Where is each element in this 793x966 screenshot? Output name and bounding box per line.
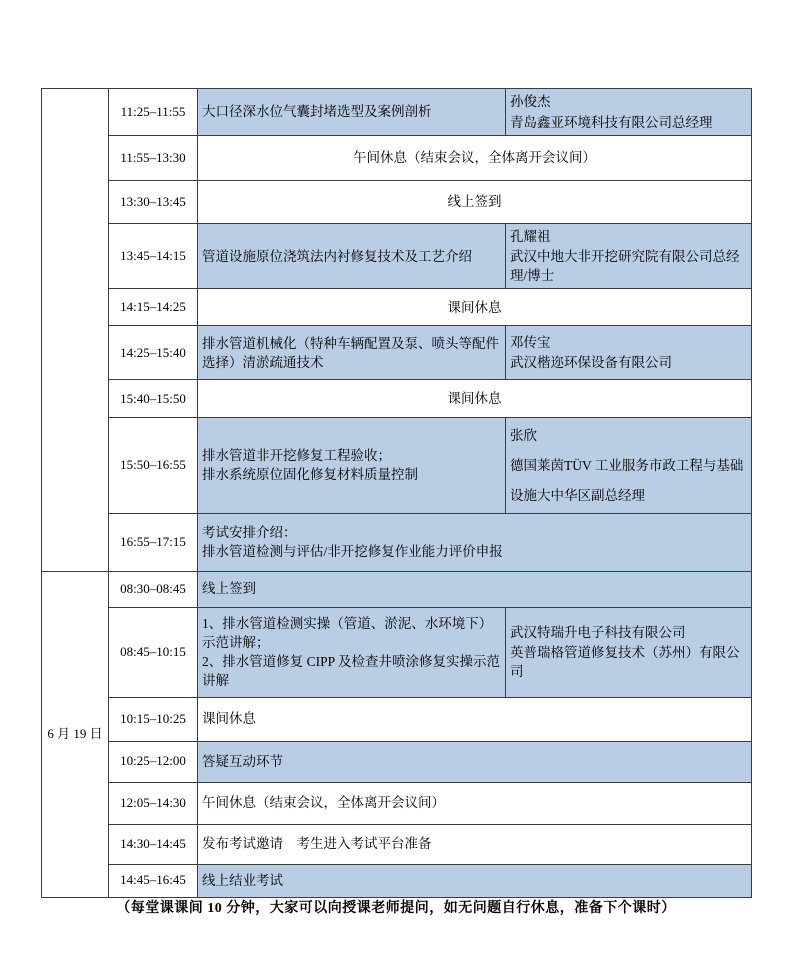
table-row — [42, 289, 752, 326]
session-title: 管道设施原位浇筑法内衬修复技术及工艺介绍 — [198, 224, 506, 289]
session-title-line2: 排水系统原位固化修复材料质量控制 — [202, 467, 418, 483]
speaker-cell — [506, 418, 752, 513]
speaker-org: 青岛鑫亚环境科技有限公司总经理 — [510, 114, 713, 130]
time-cell: 08:30–08:45 — [109, 571, 198, 607]
exam-intro-line2: 排水管道检测与评估/非开挖修复作业能力评价申报 — [202, 544, 503, 560]
time-cell: 15:40–15:50 — [109, 380, 198, 418]
table-row — [42, 181, 752, 224]
time-cell: 12:05–14:30 — [109, 782, 198, 824]
table-row — [42, 571, 752, 607]
exam-intro-line1: 考试安排介绍： — [202, 524, 297, 540]
table-row — [42, 136, 752, 181]
table-row — [42, 89, 752, 136]
table-row — [42, 782, 752, 824]
date-cell-day1 — [42, 89, 109, 572]
time-cell: 10:15–10:25 — [109, 697, 198, 741]
table-row — [42, 224, 752, 289]
session-title-line2: 2、排水管道修复 CIPP 及检查井喷涂修复实操示范讲解 — [202, 654, 501, 689]
speaker-org: 武汉中地大非开挖研究院有限公司总经理/博士 — [510, 249, 740, 284]
table-row — [42, 607, 752, 697]
speaker-cell — [506, 607, 752, 697]
time-cell: 11:25–11:55 — [109, 89, 198, 136]
break-cell: 午间休息（结束会议，全体离开会议间） — [198, 136, 752, 181]
exam-intro-cell — [198, 513, 752, 571]
table-row — [42, 326, 752, 380]
table-row — [42, 513, 752, 571]
speaker-cell — [506, 89, 752, 136]
time-cell: 16:55–17:15 — [109, 513, 198, 571]
exam-invite-cell: 发布考试邀请 考生进入考试平台准备 — [198, 824, 752, 864]
session-title-line1: 排水管道非开挖修复工程验收； — [202, 448, 391, 464]
speaker-org: 德国莱茵TÜV 工业服务市政工程与基础设施大中华区副总经理 — [510, 458, 744, 503]
time-cell: 14:30–14:45 — [109, 824, 198, 864]
time-cell: 15:50–16:55 — [109, 418, 198, 513]
break-cell: 课间休息 — [198, 697, 752, 741]
signin-cell: 线上签到 — [198, 181, 752, 224]
speaker-cell — [506, 326, 752, 380]
speaker-name: 张欣 — [510, 428, 537, 444]
break-cell: 课间休息 — [198, 289, 752, 326]
speaker-name: 邓传宝 — [510, 335, 551, 351]
time-cell: 14:25–15:40 — [109, 326, 198, 380]
table-row — [42, 824, 752, 864]
speaker-org-1: 武汉特瑞升电子科技有限公司 — [510, 624, 686, 640]
table-row — [42, 380, 752, 418]
table-row — [42, 418, 752, 513]
speaker-org: 武汉楷迩环保设备有限公司 — [510, 355, 672, 371]
time-cell: 08:45–10:15 — [109, 607, 198, 697]
session-title: 排水管道机械化（特种车辆配置及泵、喷头等配件选择）清淤疏通技术 — [198, 326, 506, 380]
time-cell: 10:25–12:00 — [109, 741, 198, 782]
schedule-table — [41, 88, 752, 898]
session-title — [198, 607, 506, 697]
session-title — [198, 418, 506, 513]
time-cell: 14:15–14:25 — [109, 289, 198, 326]
speaker-org-2: 英普瑞格管道修复技术（苏州）有限公司 — [510, 644, 740, 680]
table-row — [42, 697, 752, 741]
session-title: 大口径深水位气囊封堵选型及案例剖析 — [198, 89, 506, 136]
speaker-name: 孔耀祖 — [510, 229, 551, 244]
signin-cell: 线上签到 — [198, 571, 752, 607]
session-title-line1: 1、排水管道检测实操（管道、淤泥、水环境下）示范讲解； — [202, 615, 493, 650]
table-row — [42, 864, 752, 897]
break-cell: 课间休息 — [198, 380, 752, 418]
time-cell: 13:30–13:45 — [109, 181, 198, 224]
time-cell: 11:55–13:30 — [109, 136, 198, 181]
table-row — [42, 741, 752, 782]
speaker-name: 孙俊杰 — [510, 94, 551, 110]
final-exam-cell: 线上结业考试 — [198, 864, 752, 897]
footer-note: （每堂课课间 10 分钟，大家可以向授课老师提问，如无问题自行休息，准备下个课时） — [116, 901, 676, 916]
speaker-cell — [506, 224, 752, 289]
date-cell-day2: 6 月 19 日 — [42, 571, 109, 897]
qa-session-cell: 答疑互动环节 — [198, 741, 752, 782]
break-cell: 午间休息（结束会议，全体离开会议间） — [198, 782, 752, 824]
time-cell: 13:45–14:15 — [109, 224, 198, 289]
time-cell: 14:45–16:45 — [109, 864, 198, 897]
